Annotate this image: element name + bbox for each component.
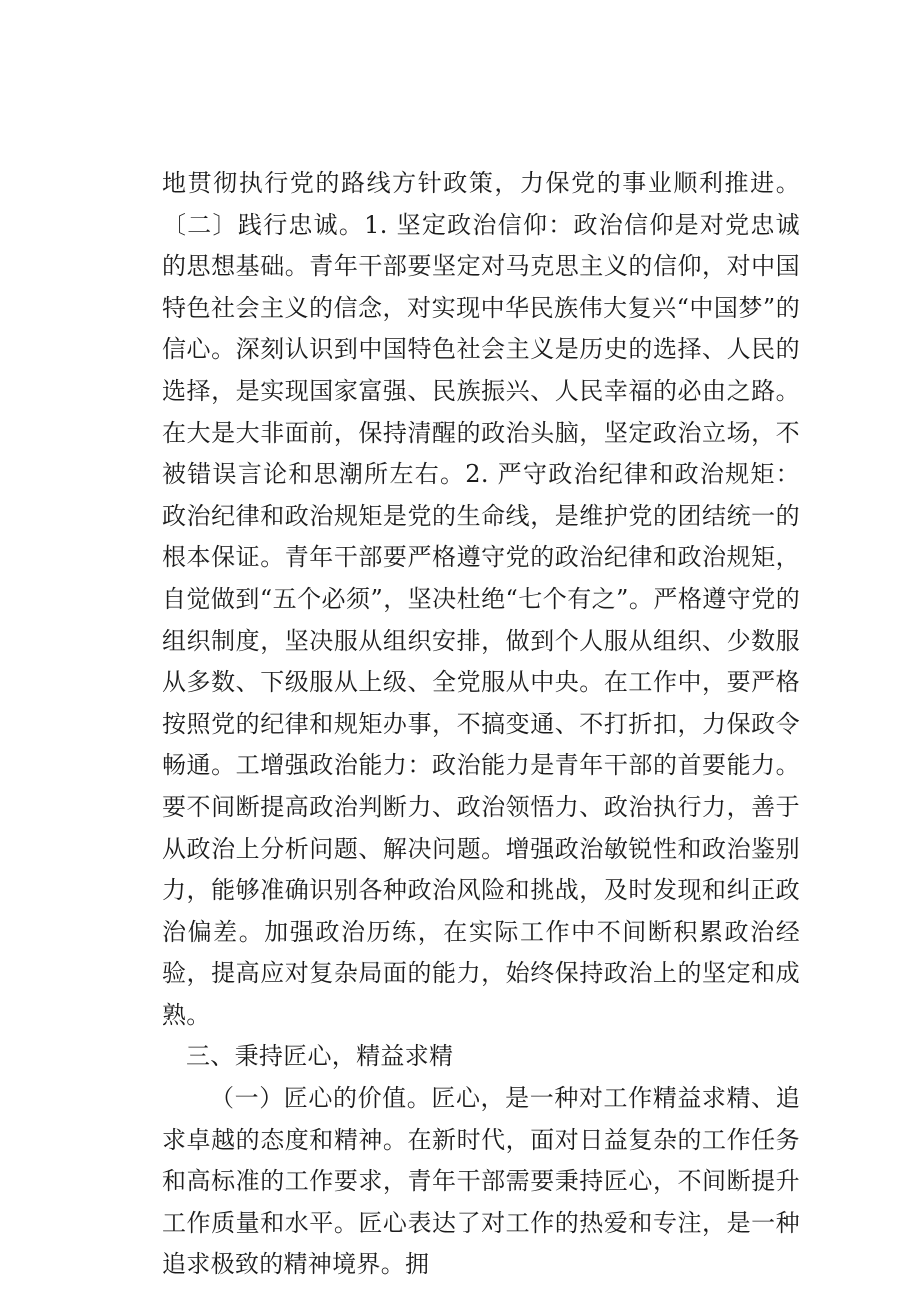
section-heading: 三、秉持匠心，精益求精 <box>186 1042 454 1071</box>
body-paragraph-2: （一）匠心的价值。匠心，是一种对工作精益求精、追求卓越的态度和精神。在新时代，面对日益复杂的工作任务和高标准的工作要求，青年干部需要秉持匠心，不间断提升工作质量和水平。匠心表达了对工作的热爱和专注，是一种追求极致的精神境界。拥 <box>162 1084 800 1279</box>
body-paragraph-1: 地贯彻执行党的路线方针政策，力保党的事业顺利推进。〔二〕践行忠诚。1. 坚定政治信仰：政治信仰是对党忠诚的思想基础。青年干部要坚定对马克思主义的信仰，对中国特色社会主义的信念，对实现中华民族伟大复兴“中国梦”的信心。深刻认识到中国特色社会主义是历史的选择、人民的选择，是实现国家富强、民族振兴、人民幸福的必由之路。在大是大非面前，保持清醒的政治头脑，坚定政治立场，不被错误言论和思潮所左右。2. 严守政治纪律和政治规矩：政治纪律和政治规矩是党的生命线，是维护党的团结统一的根本保证。青年干部要严格遵守党的政治纪律和政治规矩，自觉做到“五个必须”，坚决杜绝“七个有之”。严格遵守党的组织制度，坚决服从组织安排，做到个人服从组织、少数服从多数、下级服从上级、全党服从中央。在工作中，要严格按照党的纪律和规矩办事，不搞变通、不打折扣，力保政令畅通。工增强政治能力：政治能力是青年干部的首要能力。要不间断提高政治判断力、政治领悟力、政治执行力，善于从政治上分析问题、解决问题。增强政治敏锐性和政治鉴别力，能够准确识别各种政治风险和挑战，及时发现和纠正政治偏差。加强政治历练，在实际工作中不间断积累政治经验，提高应对复杂局面的能力，始终保持政治上的坚定和成熟。 <box>162 169 800 1029</box>
document-body <box>162 163 800 1286</box>
